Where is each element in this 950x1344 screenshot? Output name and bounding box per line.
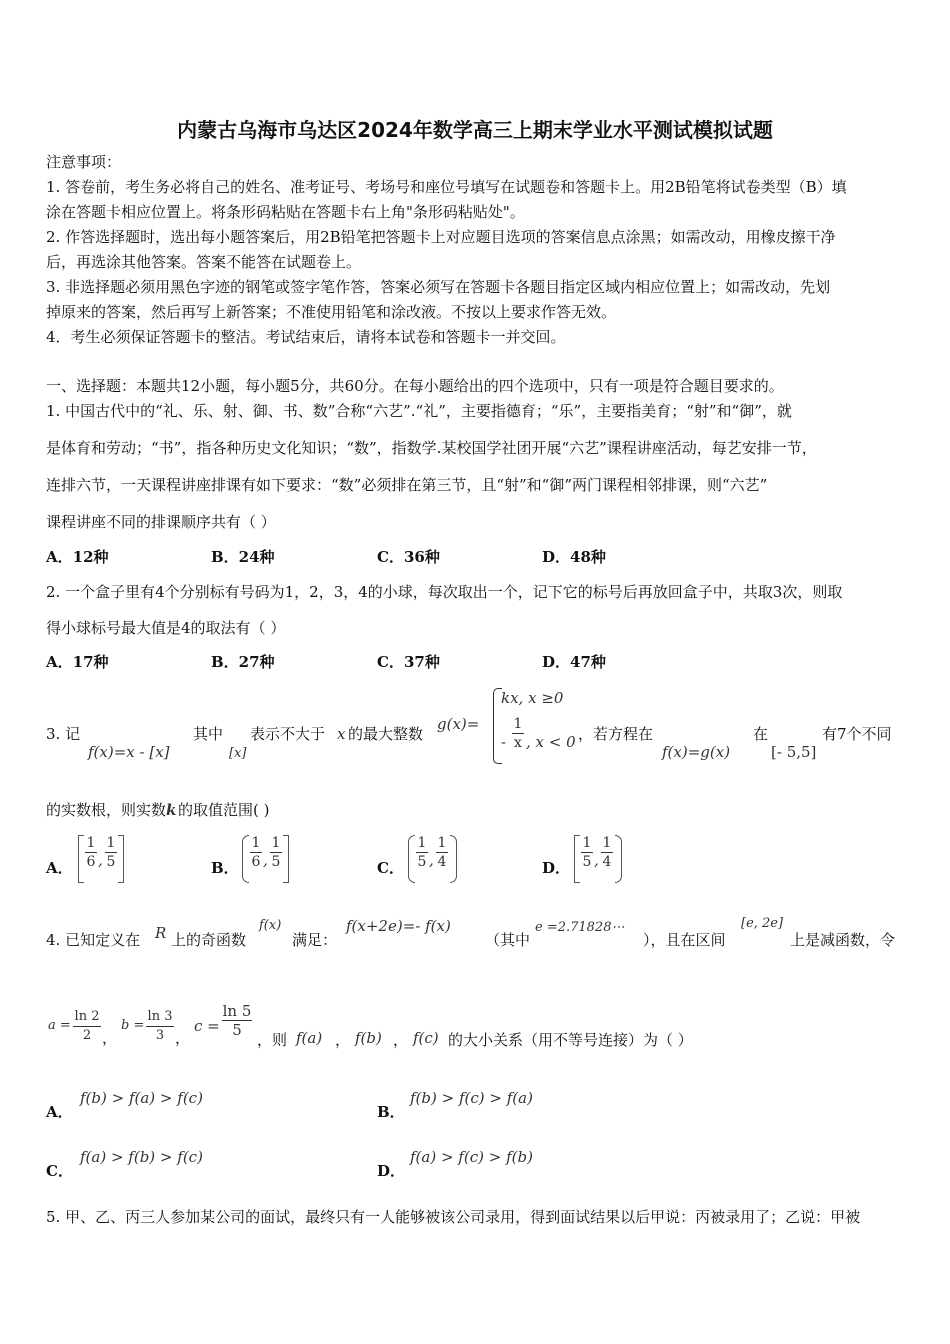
q1-text: 课程讲座不同的排课顺序共有（ ）	[46, 513, 276, 531]
q3-text: 的取值范围( )	[178, 801, 270, 819]
q4-option-a-expr: f(b) > f(a) > f(c)	[80, 1089, 203, 1107]
comma: ，	[175, 1029, 191, 1047]
q4-c-lhs: c =	[194, 1017, 220, 1035]
q3-option-a-label[interactable]: A．	[46, 859, 73, 877]
right-bracket	[118, 835, 124, 883]
q4-text: 的大小关系（用不等号连接）为（ ）	[448, 1031, 693, 1049]
q5-text: 5. 甲、乙、丙三人参加某公司的面试，最终只有一人能够被该公司录用，得到面试结果以后甲说：丙被录用了；乙说：甲被	[46, 1208, 861, 1226]
comma: ，	[102, 1029, 118, 1047]
comma: ,	[594, 851, 599, 869]
q3-floor-symbol: [x]	[229, 746, 247, 761]
q2-option-b[interactable]: B．27种	[211, 653, 275, 671]
left-bracket	[574, 835, 580, 883]
q4-fa: f(a)	[296, 1029, 323, 1047]
q4-text: ），且在区间	[643, 931, 726, 949]
section-heading: 一、选择题：本题共12小题，每小题5分，共60分。在每小题给出的四个选项中，只有一项是符合题目要求的。	[46, 377, 784, 395]
q1-text: 1. 中国古代中的“礼、乐、射、御、书、数”合称“六艺”.“礼”，主要指德育；“乐”，主要指美育；“射”和“御”，就	[46, 402, 792, 420]
right-bracket	[283, 835, 289, 883]
comma: ,	[429, 851, 434, 869]
right-paren	[615, 835, 622, 883]
q4-text: ，则	[257, 1031, 288, 1049]
q3-option-a-lower: 1 6	[86, 835, 96, 870]
q4-R: R	[155, 924, 167, 942]
q2-option-c[interactable]: C．37种	[377, 653, 440, 671]
q3-text: 的最大整数	[348, 725, 424, 743]
q4-interval: [e, 2e]	[741, 916, 784, 931]
q3-option-a-upper: 1 5	[106, 835, 116, 870]
notice-line: 掉原来的答案，然后再写上新答案；不准使用铅笔和涂改液。不按以上要求作答无效。	[46, 303, 617, 321]
notice-line: 2. 作答选择题时，选出每小题答案后，用2B铅笔把答题卡上对应题目选项的答案信息点涂黑；如需改动，用橡皮擦干净	[46, 228, 836, 246]
q4-option-d-expr: f(a) > f(c) > f(b)	[410, 1148, 533, 1166]
q2-option-a[interactable]: A．17种	[46, 653, 109, 671]
q3-f-definition: f(x)=x - [x]	[88, 743, 170, 761]
q4-fx: f(x)	[259, 918, 282, 933]
q3-text: 有7个不同	[822, 725, 892, 743]
q4-text: 上的奇函数	[171, 931, 247, 949]
left-paren	[408, 835, 415, 883]
q3-case-2-fraction: 1 x	[513, 716, 523, 751]
page-title: 内蒙古乌海市乌达区2024年数学高三上期末学业水平测试模拟试题	[177, 118, 773, 142]
q3-interval: [- 5,5]	[771, 743, 817, 761]
q3-x: x	[337, 725, 346, 743]
q3-k: k	[166, 801, 177, 819]
q4-option-c-label[interactable]: C．	[46, 1162, 73, 1180]
right-paren	[450, 835, 457, 883]
notice-line: 1. 答卷前，考生务必将自己的姓名、准考证号、考场号和座位号填写在试题卷和答题卡上。用2B铅笔将试卷类型（B）填	[46, 178, 847, 196]
q4-option-a-label[interactable]: A．	[46, 1103, 73, 1121]
q3-text: 3. 记	[46, 725, 81, 743]
notice-line: 后，再选涂其他答案。答案不能答在试题卷上。	[46, 253, 362, 271]
q1-text: 是体育和劳动；“书”，指各种历史文化知识；“数”，指数学.某校国学社团开展“六艺”课程讲座活动，每艺安排一节，	[46, 439, 817, 457]
q1-option-a[interactable]: A．12种	[46, 548, 109, 566]
left-paren	[242, 835, 249, 883]
q4-b-fraction: ln 3 3	[147, 1009, 173, 1043]
q1-option-c[interactable]: C．36种	[377, 548, 440, 566]
q3-text: ，若方程在	[578, 725, 654, 743]
q2-text: 2. 一个盒子里有4个分别标有号码为1，2，3，4的小球，每次取出一个，记下它的标号后再放回盒子中，共取3次，则取	[46, 583, 843, 601]
comma: ,	[98, 851, 103, 869]
q3-text: 在	[753, 725, 769, 743]
notice-line: 4．考生必须保证答题卡的整洁。考试结束后，请将本试卷和答题卡一并交回。	[46, 328, 566, 346]
q3-text: 的实数根，则实数	[46, 801, 167, 819]
q3-option-c-upper: 1 4	[437, 835, 447, 870]
q3-case-1: kx, x ≥0	[501, 689, 564, 707]
q3-case-2-condition: , x < 0	[526, 733, 576, 751]
comma: ，	[335, 1031, 351, 1049]
q4-fb: f(b)	[355, 1029, 382, 1047]
q3-case-2-sign: -	[501, 733, 507, 751]
q4-c-fraction: ln 5 5	[222, 1002, 252, 1039]
q3-option-d-upper: 1 4	[602, 835, 612, 870]
q4-text: （其中	[485, 931, 531, 949]
q4-option-c-expr: f(a) > f(b) > f(c)	[80, 1148, 203, 1166]
q4-b-lhs: b =	[121, 1018, 145, 1033]
q3-option-d-label[interactable]: D．	[542, 859, 571, 877]
q4-e-value: e =2.71828⋯	[535, 920, 625, 935]
notice-heading: 注意事项：	[46, 153, 122, 171]
q3-option-c-lower: 1 5	[417, 835, 427, 870]
q3-text: 表示不大于	[250, 725, 326, 743]
q1-option-b[interactable]: B．24种	[211, 548, 275, 566]
q4-text: 满足：	[292, 931, 338, 949]
comma: ,	[263, 851, 268, 869]
q4-relation: f(x+2e)=- f(x)	[346, 917, 451, 935]
q3-option-b-lower: 1 6	[251, 835, 261, 870]
q4-a-lhs: a =	[48, 1018, 71, 1033]
comma: ，	[393, 1031, 409, 1049]
q3-option-c-label[interactable]: C．	[377, 859, 404, 877]
q3-option-b-label[interactable]: B．	[211, 859, 239, 877]
q4-a-fraction: ln 2 2	[74, 1009, 100, 1043]
q3-option-b-upper: 1 5	[271, 835, 281, 870]
q4-option-b-label[interactable]: B．	[377, 1103, 405, 1121]
q1-text: 连排六节，一天课程讲座排课有如下要求：“数”必须排在第三节，且“射”和“御”两门课程相邻排课，则“六艺”	[46, 476, 768, 494]
q2-text: 得小球标号最大值是4的取法有（ ）	[46, 619, 286, 637]
notice-line: 涂在答题卡相应位置上。将条形码粘贴在答题卡右上角"条形码粘贴处"。	[46, 203, 525, 221]
q3-option-d-lower: 1 5	[582, 835, 592, 870]
q4-text: 4. 已知定义在	[46, 931, 141, 949]
q4-option-d-label[interactable]: D．	[377, 1162, 406, 1180]
q3-text: 其中	[193, 725, 224, 743]
q3-equation: f(x)=g(x)	[662, 743, 731, 761]
q3-g-lhs: g(x)=	[437, 715, 480, 733]
q4-fc: f(c)	[413, 1029, 439, 1047]
q4-option-b-expr: f(b) > f(c) > f(a)	[410, 1089, 533, 1107]
q1-option-d[interactable]: D．48种	[542, 548, 606, 566]
notice-line: 3. 非选择题必须用黑色字迹的钢笔或签字笔作答，答案必须写在答题卡各题目指定区域内相应位置上；如需改动，先划	[46, 278, 831, 296]
q4-text: 上是减函数，令	[790, 931, 896, 949]
left-bracket	[78, 835, 84, 883]
q2-option-d[interactable]: D．47种	[542, 653, 606, 671]
